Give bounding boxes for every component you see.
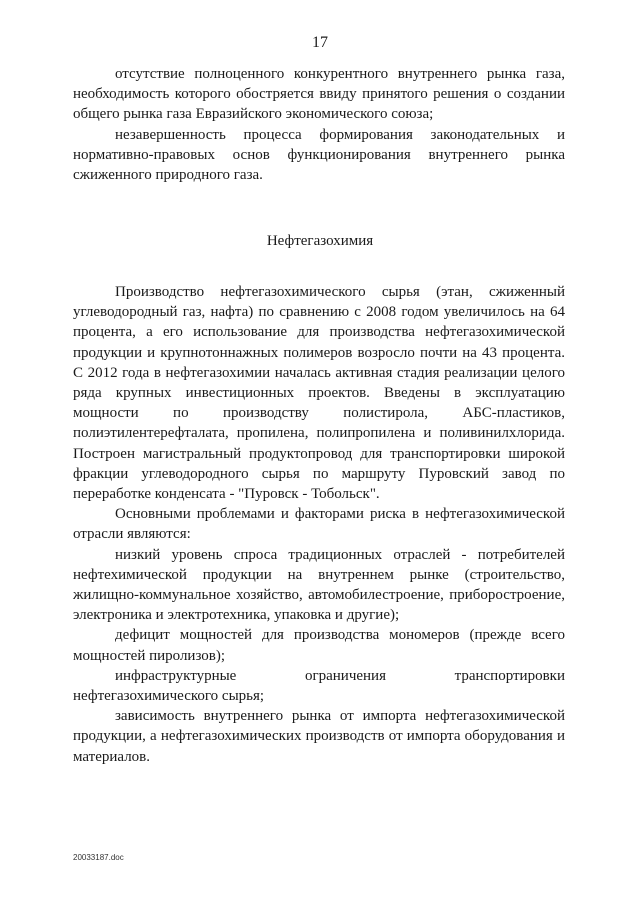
- paragraph-lng-legislation: незавершенность процесса формирования законодательных и нормативно-правовых основ функционирования внутреннего рынка сжиженного природного газа.: [73, 126, 565, 184]
- section-text-block: [73, 282, 565, 767]
- paragraph-problems-intro: Основными проблемами и факторами риска в нефтегазохимической отрасли являются:: [73, 506, 565, 543]
- list-item-import-dependence: зависимость внутреннего рынка от импорта нефтегазохимической продукции, а нефтегазохимических производств от импорта оборудования и материалов.: [73, 708, 565, 765]
- paragraph-production: Производство нефтегазохимического сырья (этан, сжиженный углеводородный газ, нафта) по сравнению с 2008 годом увеличилось на 64 процента, а его использование для производства нефтегазохимической продукции и крупнотоннажных полимеров возросло почти на 43 процента. С 2012 года в нефтегазохимии началась активная стадия реализации целого ряда крупных инвестиционных проектов. Введены в эксплуатацию мощности по производству полистирола, АБС-пластиков, полиэтилентерефталата, пропилена, полипропилена и поливинилхлорида. Построен магистральный продуктопровод для транспортировки широкой фракции углеводородного сырья по маршруту Пуровский завод по переработке конденсата - "Пуровск - Тобольск".: [73, 284, 565, 503]
- section-heading: Нефтегазохимия: [266, 233, 374, 249]
- page-number: 17: [312, 34, 328, 51]
- footer-filename: 20033187.doc: [73, 853, 124, 862]
- list-item-monomer-deficit: дефицит мощностей для производства мономеров (прежде всего мощностей пиролизов);: [73, 627, 565, 664]
- paragraph-gas-market: отсутствие полноценного конкурентного внутреннего рынка газа, необходимость которого обостряется ввиду принятого решения о создании общего рынка газа Евразийского экономического союза;: [73, 66, 565, 123]
- list-item-low-demand: низкий уровень спроса традиционных отраслей - потребителей нефтехимической продукции на внутреннем рынке (строительство, жилищно-коммунальное хозяйство, автомобилестроение, приборостроение, электроника и электротехника, упаковка и другие);: [73, 546, 565, 624]
- list-item-infrastructure: инфраструктурные ограничения транспортировки нефтегазохимического сырья;: [73, 667, 565, 705]
- top-text-block: [73, 64, 565, 185]
